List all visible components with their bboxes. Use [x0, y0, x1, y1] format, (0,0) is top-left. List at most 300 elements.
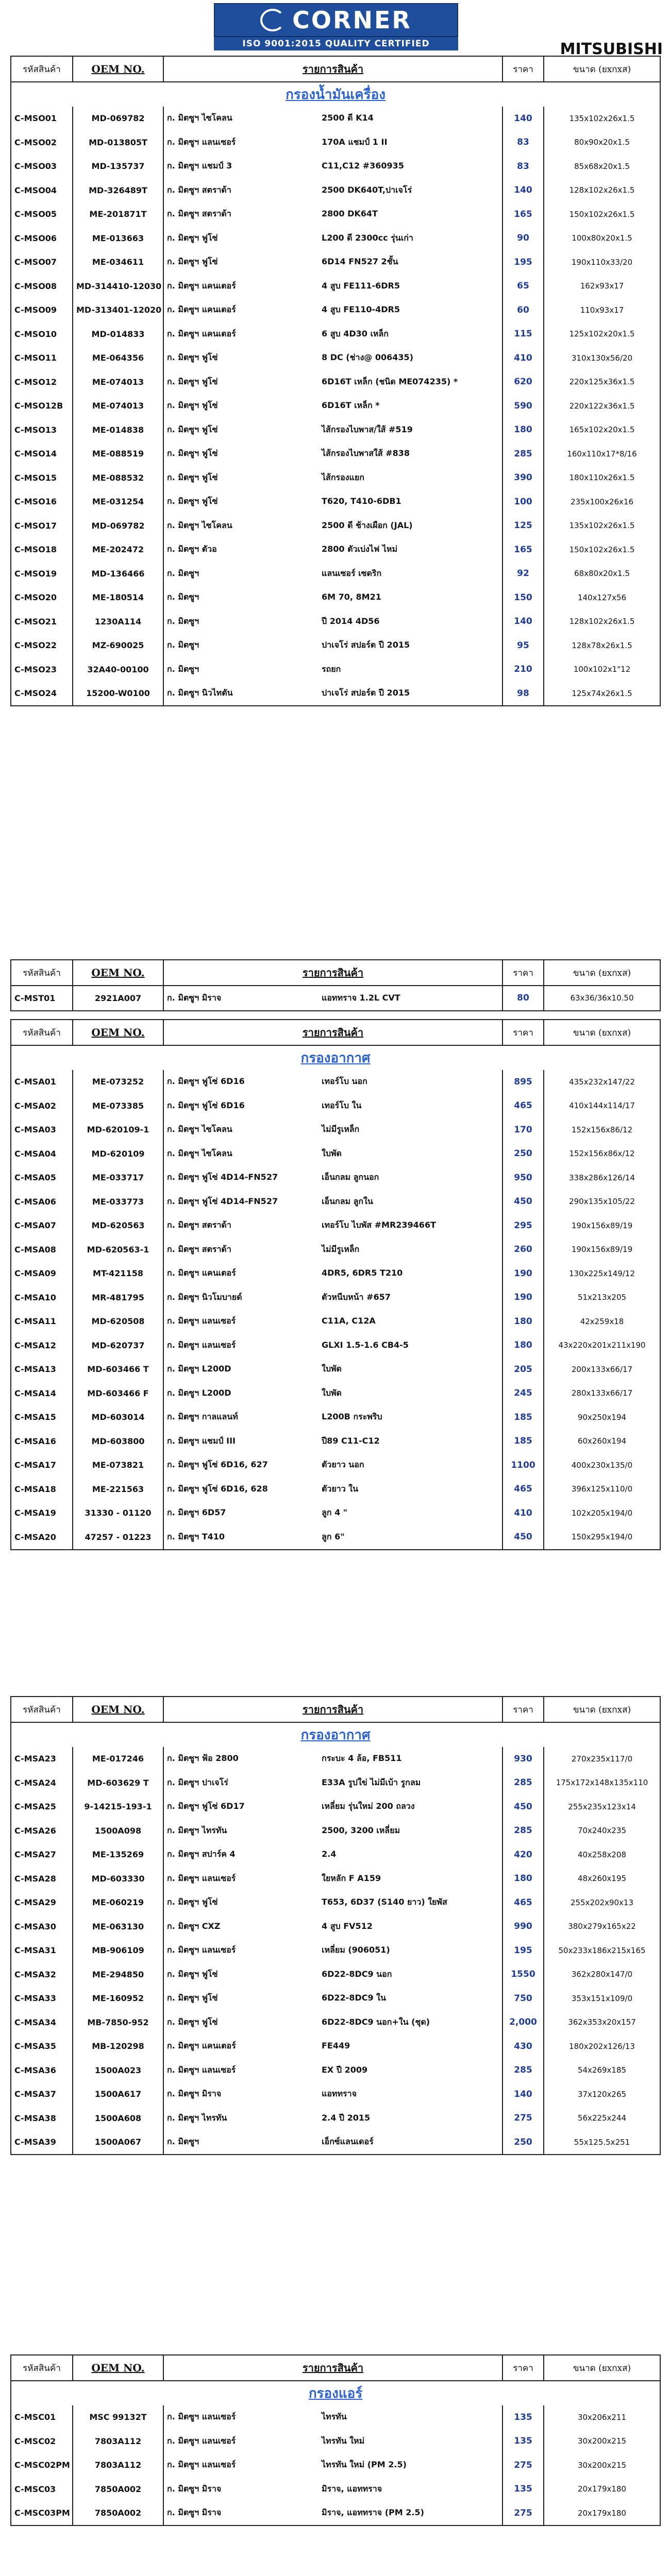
description-vehicle [163, 298, 502, 323]
vehicle-brand: ก. มิตซูฯ L200D [167, 1364, 231, 1374]
oem-number: 2921A007 [73, 986, 163, 1011]
description-vehicle [163, 2010, 502, 2035]
vehicle-brand: ก. มิตซูฯ ไทรทัน [167, 1825, 227, 1835]
model-spec: 6D14 FN527 2ชั้น [322, 257, 398, 267]
model-spec: GLXI 1.5-1.6 CB4-5 [322, 1340, 409, 1350]
description-vehicle [163, 178, 502, 202]
product-code: C-MSA28 [11, 1867, 73, 1891]
size: 128x102x26x1.5 [544, 178, 660, 202]
description-vehicle [163, 1819, 502, 1843]
oem-number: MD-603800 [73, 1429, 163, 1453]
product-code: C-MSO03 [11, 155, 73, 179]
price: 165 [502, 202, 544, 227]
table-row [11, 1477, 660, 1501]
size: 30x200x215 [544, 2453, 660, 2478]
price: 895 [502, 1070, 544, 1094]
table-row [11, 346, 660, 370]
size: 63x36/36x10.50 [544, 986, 660, 1011]
description-vehicle [163, 2429, 502, 2453]
column-header-oem: OEM NO. [73, 1697, 163, 1722]
product-code: C-MSA12 [11, 1333, 73, 1358]
corner-logo-mark-icon [260, 9, 285, 31]
model-spec: แลนเซอร์ เซดริก [322, 568, 382, 578]
table-header-row [11, 56, 660, 82]
price: 465 [502, 1477, 544, 1501]
column-header-code: รหัสสินค้า [11, 960, 73, 986]
size: 37x120x265 [544, 2082, 660, 2107]
size: 255x235x123x14 [544, 1795, 660, 1819]
description-vehicle [163, 2405, 502, 2430]
table-row [11, 1819, 660, 1843]
table-row [11, 1525, 660, 1550]
product-code: C-MSC03 [11, 2477, 73, 2501]
price: 950 [502, 1166, 544, 1190]
size: 338x286x126/14 [544, 1166, 660, 1190]
price: 205 [502, 1358, 544, 1382]
oem-number: MT-421158 [73, 1262, 163, 1286]
model-spec: T620, T410-6DB1 [322, 496, 401, 506]
product-code: C-MSO02 [11, 130, 73, 155]
oem-number: ME-160952 [73, 1987, 163, 2011]
price: 140 [502, 178, 544, 202]
oem-number: ME-221563 [73, 1477, 163, 1501]
vehicle-brand: ก. มิตซูฯ ตัวอ [167, 544, 217, 554]
vehicle-brand: ก. มิตซูฯ [167, 568, 199, 578]
size: 130x225x149/12 [544, 1262, 660, 1286]
section-title-row [11, 2381, 660, 2405]
vehicle-brand: ก. มิตซูฯ ฟูโซ่ [167, 424, 218, 434]
model-spec: ไทรทัน [322, 2412, 347, 2422]
table-row [11, 657, 660, 682]
oem-number: MB-120298 [73, 2035, 163, 2059]
page-header [0, 0, 670, 57]
product-code: C-MSO15 [11, 466, 73, 490]
model-spec: 2.4 ปี 2015 [322, 2112, 371, 2123]
column-header-price: ราคา [502, 56, 544, 82]
price: 250 [502, 2130, 544, 2155]
model-spec: EX ปี 2009 [322, 2064, 368, 2075]
vehicle-brand: ก. มิตซูฯ แชมป์ III [167, 1435, 236, 1446]
model-spec: ไม่มีรูเหล็ก [322, 1124, 360, 1134]
model-spec: 8 DC (ช่าง@ 006435) [322, 352, 413, 363]
table-row [11, 609, 660, 634]
size: 102x205x194/0 [544, 1501, 660, 1526]
description-vehicle [163, 1987, 502, 2011]
oem-number: ME-074013 [73, 370, 163, 394]
product-code: C-MSO21 [11, 609, 73, 634]
product-code: C-MSC01 [11, 2405, 73, 2430]
corner-logo [214, 3, 458, 37]
oem-number: MB-7850-952 [73, 2010, 163, 2035]
model-spec: 4 สูบ FE110-4DR5 [322, 304, 400, 315]
table-row [11, 1501, 660, 1526]
price: 140 [502, 107, 544, 131]
price: 80 [502, 986, 544, 1011]
model-spec: เทอร์โบ นอก [322, 1076, 367, 1087]
size: 30x206x211 [544, 2405, 660, 2430]
size: 20x179x180 [544, 2501, 660, 2526]
model-spec: ไส้กรองไบพาสใส้ #838 [322, 448, 410, 459]
description-vehicle [163, 2035, 502, 2059]
size: 150x295x194/0 [544, 1525, 660, 1550]
oem-number: 1500A608 [73, 2106, 163, 2130]
product-code: C-MSC03PM [11, 2501, 73, 2526]
price: 750 [502, 1987, 544, 2011]
size: 60x260x194 [544, 1429, 660, 1453]
oem-number: MD-014833 [73, 322, 163, 346]
price: 990 [502, 1914, 544, 1939]
price: 450 [502, 1190, 544, 1214]
oem-number: 7803A112 [73, 2429, 163, 2453]
model-spec: เหลี่ยม รุ่นใหม่ 200 ถลวง [322, 1801, 415, 1811]
product-code: C-MSA13 [11, 1358, 73, 1382]
oem-number: MD-135737 [73, 155, 163, 179]
size: 190x156x89/19 [544, 1214, 660, 1238]
table-row [11, 1453, 660, 1478]
description-vehicle [163, 418, 502, 442]
price: 465 [502, 1094, 544, 1118]
model-spec: เทอร์โบ ไบพัส #MR239466T [322, 1220, 436, 1230]
vehicle-brand: ก. มิตซูฯ สตราด้า [167, 1244, 231, 1254]
model-spec: มิราจ, แอททราจ (PM 2.5) [322, 2507, 424, 2518]
size: 160x110x17*8/16 [544, 442, 660, 466]
table-row [11, 2429, 660, 2453]
vehicle-brand: ก. มิตซูฯ ฟูโซ่ [167, 400, 218, 411]
product-code: C-MSO01 [11, 107, 73, 131]
size: 410x144x114/17 [544, 1094, 660, 1118]
description-vehicle [163, 130, 502, 155]
table-row [11, 986, 660, 1011]
price: 450 [502, 1525, 544, 1550]
model-spec: ไม่มีรูเหล็ก [322, 1244, 360, 1254]
vehicle-brand: ก. มิตซูฯ แคนเตอร์ [167, 304, 236, 315]
oem-number: 7850A002 [73, 2477, 163, 2501]
size: 100x80x20x1.5 [544, 226, 660, 250]
model-spec: เทอร์โบ ใน [322, 1100, 362, 1110]
size: 48x260x195 [544, 1867, 660, 1891]
description-vehicle [163, 1962, 502, 1987]
oem-number: MD-013805T [73, 130, 163, 155]
size: 150x102x26x1.5 [544, 202, 660, 227]
price: 150 [502, 586, 544, 610]
table-row [11, 490, 660, 514]
price: 295 [502, 1214, 544, 1238]
table-row [11, 1987, 660, 2011]
vehicle-brand: ก. มิตซูฯ ไซโคลน [167, 113, 232, 123]
table-row [11, 107, 660, 131]
column-header-code: รหัสสินค้า [11, 56, 73, 82]
model-spec: เหลี่ยม (906051) [322, 1945, 390, 1955]
description-vehicle [163, 1166, 502, 1190]
vehicle-brand: ก. มิตซูฯ แลนเซอร์ [167, 2435, 236, 2446]
description-vehicle [163, 514, 502, 538]
oem-number: ME-060219 [73, 1891, 163, 1915]
model-spec: แอททราจ [322, 2089, 357, 2099]
price: 410 [502, 346, 544, 370]
vehicle-brand: ก. มิตซูฯ มิราจ [167, 2507, 222, 2518]
section-title-row [11, 82, 660, 107]
product-code: C-MSO22 [11, 634, 73, 658]
description-vehicle [163, 1142, 502, 1166]
model-spec: ตัวยาว ใน [322, 1483, 359, 1494]
model-spec: 2500 DK640T,ปาเจโร่ [322, 184, 412, 195]
table-row [11, 538, 660, 562]
size: 190x156x89/19 [544, 1238, 660, 1262]
price: 140 [502, 609, 544, 634]
description-vehicle [163, 394, 502, 418]
section-title: กรองน้ำมันเครื่อง [11, 82, 660, 107]
vehicle-brand: ก. มิตซูฯ 6D57 [167, 1507, 226, 1518]
oem-number: ME-064356 [73, 346, 163, 370]
description-vehicle [163, 1070, 502, 1094]
section-2 [10, 1019, 660, 1550]
oem-number: 7803A112 [73, 2453, 163, 2478]
price: 140 [502, 2082, 544, 2107]
price: 180 [502, 1867, 544, 1891]
table-header-row [11, 1697, 660, 1722]
description-vehicle [163, 107, 502, 131]
table-row [11, 1190, 660, 1214]
description-vehicle [163, 538, 502, 562]
vehicle-brand: ก. มิตซูฯ มิราจ [167, 992, 222, 1003]
product-code: C-MSO11 [11, 346, 73, 370]
description-vehicle [163, 657, 502, 682]
description-vehicle [163, 562, 502, 586]
size: 190x110x33/20 [544, 250, 660, 275]
model-spec: 4 สูบ FV512 [322, 1921, 373, 1931]
price: 115 [502, 322, 544, 346]
price-table [10, 1696, 661, 2155]
column-header-desc: รายการสินค้า [163, 2355, 502, 2381]
product-code: C-MSO24 [11, 682, 73, 706]
product-code: C-MSA38 [11, 2106, 73, 2130]
price: 285 [502, 1819, 544, 1843]
product-code: C-MSA39 [11, 2130, 73, 2155]
product-code: C-MSO12B [11, 394, 73, 418]
model-spec: 6D16T เหล็ก (ชนิด ME074235) * [322, 376, 458, 386]
column-header-oem: OEM NO. [73, 2355, 163, 2381]
model-spec: C11,C12 #360935 [322, 161, 404, 171]
table-row [11, 1381, 660, 1405]
column-header-oem: OEM NO. [73, 56, 163, 82]
product-code: C-MSA17 [11, 1453, 73, 1478]
oem-number: 9-14215-193-1 [73, 1795, 163, 1819]
vehicle-brand: ก. มิตซูฯ ฟูโซ่ [167, 1969, 218, 1979]
price: 83 [502, 155, 544, 179]
table-row [11, 2405, 660, 2430]
price: 285 [502, 2058, 544, 2082]
table-row [11, 1747, 660, 1771]
vehicle-brand: ก. มิตซูฯ T410 [167, 1531, 225, 1541]
price: 135 [502, 2429, 544, 2453]
size: 150x102x26x1.5 [544, 538, 660, 562]
model-spec: L200B กระพริบ [322, 1412, 382, 1422]
table-row [11, 442, 660, 466]
model-spec: เอ็นกลม ลูกใน [322, 1196, 373, 1206]
table-row [11, 1094, 660, 1118]
size: 55x125.5x251 [544, 2130, 660, 2155]
model-spec: ใยหลัก F A159 [322, 1873, 381, 1883]
description-vehicle [163, 1429, 502, 1453]
vehicle-brand: ก. มิตซูฯ ฟูโซ่ 4D14-FN527 [167, 1172, 278, 1182]
vehicle-brand: ก. มิตซูฯ ฟูโซ่ [167, 257, 218, 267]
price: 95 [502, 634, 544, 658]
model-spec: เอ็นกลม ลูกนอก [322, 1172, 379, 1182]
table-row [11, 370, 660, 394]
vehicle-brand: ก. มิตซูฯ ไทรทัน [167, 2112, 227, 2123]
product-code: C-MSO04 [11, 178, 73, 202]
oem-number: MD-326489T [73, 178, 163, 202]
description-vehicle [163, 2082, 502, 2107]
model-spec: 6D16T เหล็ก * [322, 400, 380, 411]
oem-number: 1500A067 [73, 2130, 163, 2155]
product-code: C-MSO05 [11, 202, 73, 227]
model-spec: ใบพัด [322, 1148, 342, 1158]
description-vehicle [163, 202, 502, 227]
oem-number: MD-603014 [73, 1405, 163, 1430]
product-code: C-MSO16 [11, 490, 73, 514]
product-code: C-MSO07 [11, 250, 73, 275]
price: 195 [502, 250, 544, 275]
oem-number: 15200-W0100 [73, 682, 163, 706]
vehicle-brand: ก. มิตซูฯ มิราจ [167, 2089, 222, 2099]
table-row [11, 466, 660, 490]
vehicle-brand: ก. มิตซูฯ ฟูโซ่ 6D16, 627 [167, 1460, 268, 1470]
table-row [11, 2010, 660, 2035]
description-vehicle [163, 1094, 502, 1118]
size: 42x259x18 [544, 1310, 660, 1334]
table-row [11, 322, 660, 346]
oem-number: ME-202472 [73, 538, 163, 562]
description-vehicle [163, 346, 502, 370]
oem-number: ME-088519 [73, 442, 163, 466]
oem-number: MD-620109-1 [73, 1118, 163, 1142]
table-row [11, 2035, 660, 2059]
size: 110x93x17 [544, 298, 660, 323]
vehicle-brand: ก. มิตซูฯ แลนเซอร์ [167, 1316, 236, 1326]
table-row [11, 1166, 660, 1190]
price: 135 [502, 2405, 544, 2430]
price: 245 [502, 1381, 544, 1405]
column-header-oem: OEM NO. [73, 1020, 163, 1045]
product-code: C-MSA03 [11, 1118, 73, 1142]
size: 435x232x147/22 [544, 1070, 660, 1094]
model-spec: T653, 6D37 (S140 ยาว) ใยพัส [322, 1897, 447, 1907]
table-row [11, 1070, 660, 1094]
size: 255x202x90x13 [544, 1891, 660, 1915]
oem-number: 1500A098 [73, 1819, 163, 1843]
oem-number: 1230A114 [73, 609, 163, 634]
model-spec: 6D22-8DC9 นอก+ใน (ชุด) [322, 2016, 430, 2027]
size: 20x179x180 [544, 2477, 660, 2501]
oem-number: MD-069782 [73, 514, 163, 538]
product-code: C-MSA26 [11, 1819, 73, 1843]
description-vehicle [163, 1190, 502, 1214]
vehicle-brand: ก. มิตซูฯ ฟูโซ่ [167, 448, 218, 459]
table-row [11, 1962, 660, 1987]
description-vehicle [163, 1262, 502, 1286]
vehicle-brand: ก. มิตซูฯ [167, 592, 199, 602]
model-spec: FE449 [322, 2041, 350, 2051]
vehicle-brand: ก. มิตซูฯ ฟูโซ่ [167, 496, 218, 506]
column-header-code: รหัสสินค้า [11, 2355, 73, 2381]
table-row [11, 1843, 660, 1867]
product-code: C-MSO06 [11, 226, 73, 250]
table-row [11, 2453, 660, 2478]
vehicle-brand: ก. มิตซูฯ ไซโคลน [167, 520, 232, 530]
table-row [11, 1118, 660, 1142]
vehicle-brand: ก. มิตซูฯ ฟูโซ่ 6D16, 628 [167, 1483, 268, 1494]
description-vehicle [163, 1843, 502, 1867]
table-row [11, 1891, 660, 1915]
oem-number: MD-603466 T [73, 1358, 163, 1382]
size: 290x135x105/22 [544, 1190, 660, 1214]
price: 180 [502, 1333, 544, 1358]
vehicle-brand: ก. มิตซูฯ [167, 640, 199, 650]
vehicle-brand: ก. มิตซูฯ ฟูโซ่ [167, 2016, 218, 2027]
column-header-size: ขนาด (ยxกxส) [544, 960, 660, 986]
oem-number: ME-014838 [73, 418, 163, 442]
vehicle-brand: ก. มิตซูฯ CXZ [167, 1921, 221, 1931]
table-row [11, 274, 660, 298]
section-0 [10, 56, 660, 706]
product-code: C-MSA29 [11, 1891, 73, 1915]
product-code: C-MSA33 [11, 1987, 73, 2011]
oem-number: MSC 99132T [73, 2405, 163, 2430]
price: 92 [502, 562, 544, 586]
size: 30x200x215 [544, 2429, 660, 2453]
table-row [11, 1238, 660, 1262]
price-table [10, 959, 661, 1011]
table-row [11, 1939, 660, 1963]
vehicle-brand: ก. มิตซูฯ ฟ้อ 2800 [167, 1753, 239, 1764]
oem-number: ME-013663 [73, 226, 163, 250]
size: 70x240x235 [544, 1819, 660, 1843]
section-4 [10, 2354, 660, 2526]
model-spec: 2.4 [322, 1849, 337, 1859]
table-row [11, 178, 660, 202]
oem-number: ME-063130 [73, 1914, 163, 1939]
size: 140x127x56 [544, 586, 660, 610]
table-row [11, 634, 660, 658]
model-spec: ปี 2014 4D56 [322, 616, 380, 626]
product-code: C-MSO08 [11, 274, 73, 298]
model-spec: ตัวหนีบหน้า #657 [322, 1292, 391, 1302]
vehicle-brand: ก. มิตซูฯ แคนเตอร์ [167, 328, 236, 338]
size: 162x93x17 [544, 274, 660, 298]
product-code: C-MSA14 [11, 1381, 73, 1405]
vehicle-brand: ก. มิตซูฯ นิวไทตัน [167, 688, 233, 698]
oem-number: MZ-690025 [73, 634, 163, 658]
description-vehicle [163, 1310, 502, 1334]
price: 98 [502, 682, 544, 706]
size: 135x102x26x1.5 [544, 107, 660, 131]
product-code: C-MSC02 [11, 2429, 73, 2453]
model-spec: ปาเจโร่ สปอร์ต ปี 2015 [322, 688, 410, 698]
description-vehicle [163, 322, 502, 346]
size: 165x102x20x1.5 [544, 418, 660, 442]
description-vehicle [163, 634, 502, 658]
size: 128x78x26x1.5 [544, 634, 660, 658]
vehicle-brand: ก. มิตซูฯ ฟูโซ่ 4D14-FN527 [167, 1196, 278, 1206]
vehicle-brand: ก. มิตซูฯ ฟูโซ่ [167, 1993, 218, 2003]
price: 930 [502, 1747, 544, 1771]
oem-number: MD-314410-12030 [73, 274, 163, 298]
oem-number: MD-620109 [73, 1142, 163, 1166]
section-3 [10, 1696, 660, 2155]
size: 396x125x110/0 [544, 1477, 660, 1501]
model-spec: ไส้กรองไบพาส/ใส้ #519 [322, 424, 413, 434]
